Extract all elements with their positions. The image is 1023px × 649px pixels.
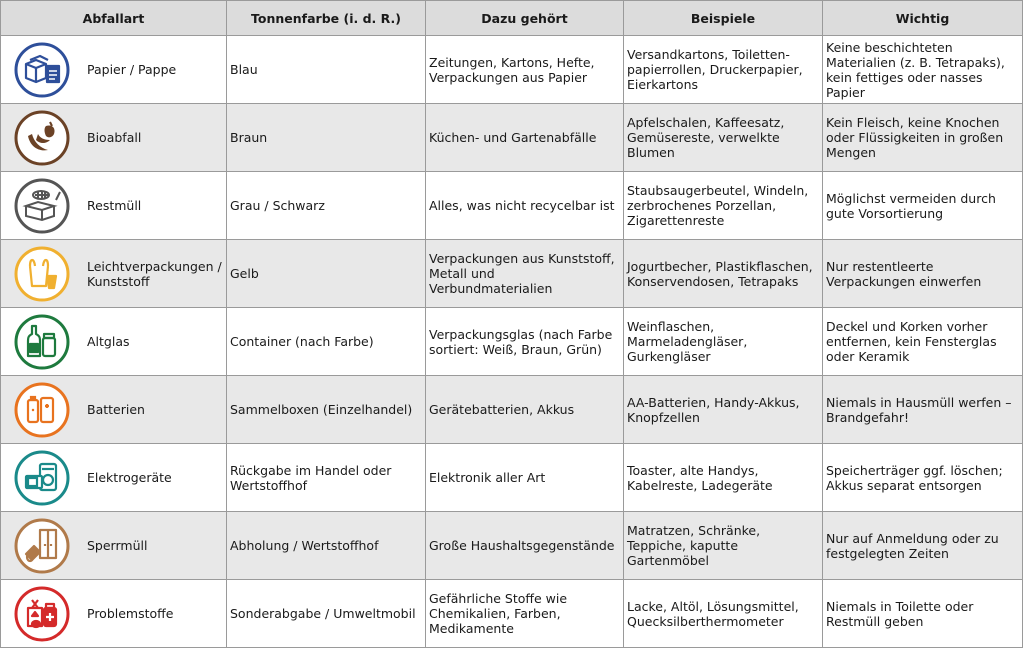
table-row xyxy=(1,444,1023,512)
cell-beispiele: Lacke, Altöl, Lösungsmittel, Quecksilberthermometer xyxy=(624,580,823,648)
cell-wichtig: Niemals in Hausmüll werfen – Brandgefahr! xyxy=(823,376,1023,444)
cell-beispiele: AA-Batterien, Handy-Akkus, Knopfzellen xyxy=(624,376,823,444)
cell-dazu-gehoert: Küchen- und Gartenabfälle xyxy=(426,104,624,172)
cell-dazu-gehoert: Elektronik aller Art xyxy=(426,444,624,512)
cell-tonnenfarbe: Abholung / Wertstoffhof xyxy=(227,512,426,580)
table-row xyxy=(1,172,1023,240)
cell-tonnenfarbe: Grau / Schwarz xyxy=(227,172,426,240)
cell-wichtig: Speicherträger ggf. löschen; Akkus separat entsorgen xyxy=(823,444,1023,512)
header-tonnenfarbe: Tonnenfarbe (i. d. R.) xyxy=(227,1,426,36)
cell-tonnenfarbe: Container (nach Farbe) xyxy=(227,308,426,376)
cell-abfallart xyxy=(1,172,227,240)
cell-beispiele: Apfelschalen, Kaffeesatz, Gemüsereste, verwelkte Blumen xyxy=(624,104,823,172)
cell-beispiele: Jogurtbecher, Plastikflaschen, Konservendosen, Tetrapaks xyxy=(624,240,823,308)
cell-tonnenfarbe: Rückgabe im Handel oder Wertstoffhof xyxy=(227,444,426,512)
cell-tonnenfarbe: Blau xyxy=(227,36,426,104)
cell-wichtig: Niemals in Toilette oder Restmüll geben xyxy=(823,580,1023,648)
cell-beispiele: Matratzen, Schränke, Teppiche, kaputte Gartenmöbel xyxy=(624,512,823,580)
abfallart-label: Sperrmüll xyxy=(87,538,148,553)
furniture-icon xyxy=(14,518,70,574)
hazardous-icon xyxy=(14,586,70,642)
cell-beispiele: Weinflaschen, Marmeladengläser, Gurkengläser xyxy=(624,308,823,376)
table-row xyxy=(1,240,1023,308)
table-row xyxy=(1,580,1023,648)
table-row xyxy=(1,512,1023,580)
cell-dazu-gehoert: Gerätebatterien, Akkus xyxy=(426,376,624,444)
cell-abfallart xyxy=(1,580,227,648)
table-row xyxy=(1,104,1023,172)
cell-abfallart xyxy=(1,512,227,580)
header-abfallart: Abfallart xyxy=(1,1,227,36)
plastic-bag-icon xyxy=(14,246,70,302)
cell-abfallart xyxy=(1,308,227,376)
cell-abfallart xyxy=(1,376,227,444)
cell-dazu-gehoert: Gefährliche Stoffe wie Chemikalien, Farben, Medikamente xyxy=(426,580,624,648)
paper-boxes-icon xyxy=(14,42,70,98)
header-beispiele: Beispiele xyxy=(624,1,823,36)
header-dazu-gehoert: Dazu gehört xyxy=(426,1,624,36)
banana-apple-icon xyxy=(14,110,70,166)
cell-wichtig: Nur auf Anmeldung oder zu festgelegten Zeiten xyxy=(823,512,1023,580)
cell-wichtig: Nur restentleerte Verpackungen einwerfen xyxy=(823,240,1023,308)
table-row xyxy=(1,308,1023,376)
cell-tonnenfarbe: Sonderabgabe / Umweltmobil xyxy=(227,580,426,648)
cell-beispiele: Versandkartons, Toiletten-papierrollen, Druckerpapier, Eierkartons xyxy=(624,36,823,104)
cell-abfallart xyxy=(1,104,227,172)
batteries-icon xyxy=(14,382,70,438)
abfallart-label: Elektrogeräte xyxy=(87,470,172,485)
abfallart-label: Papier / Pappe xyxy=(87,62,177,77)
header-wichtig: Wichtig xyxy=(823,1,1023,36)
abfallart-label: Altglas xyxy=(87,334,130,349)
table-row xyxy=(1,376,1023,444)
cell-beispiele: Toaster, alte Handys, Kabelreste, Ladegeräte xyxy=(624,444,823,512)
header-row xyxy=(1,1,1023,36)
fishbone-box-icon xyxy=(14,178,70,234)
cell-wichtig: Keine beschichteten Materialien (z. B. Tetrapaks), kein fettiges oder nasses Papier xyxy=(823,36,1023,104)
cell-dazu-gehoert: Große Haushaltsgegenstände xyxy=(426,512,624,580)
cell-dazu-gehoert: Alles, was nicht recycelbar ist xyxy=(426,172,624,240)
cell-wichtig: Kein Fleisch, keine Knochen oder Flüssigkeiten in großen Mengen xyxy=(823,104,1023,172)
cell-beispiele: Staubsaugerbeutel, Windeln, zerbrochenes Porzellan, Zigarettenreste xyxy=(624,172,823,240)
cell-tonnenfarbe: Gelb xyxy=(227,240,426,308)
abfallart-label: Bioabfall xyxy=(87,130,142,145)
appliances-icon xyxy=(14,450,70,506)
abfallart-label: Problemstoffe xyxy=(87,606,174,621)
cell-dazu-gehoert: Zeitungen, Kartons, Hefte, Verpackungen aus Papier xyxy=(426,36,624,104)
cell-dazu-gehoert: Verpackungsglas (nach Farbe sortiert: Weiß, Braun, Grün) xyxy=(426,308,624,376)
cell-tonnenfarbe: Sammelboxen (Einzelhandel) xyxy=(227,376,426,444)
cell-abfallart xyxy=(1,444,227,512)
cell-tonnenfarbe: Braun xyxy=(227,104,426,172)
abfallart-label: Leichtverpackungen / Kunststoff xyxy=(87,258,222,289)
cell-abfallart xyxy=(1,240,227,308)
cell-wichtig: Möglichst vermeiden durch gute Vorsortierung xyxy=(823,172,1023,240)
cell-dazu-gehoert: Verpackungen aus Kunststoff, Metall und Verbundmaterialien xyxy=(426,240,624,308)
cell-wichtig: Deckel und Korken vorher entfernen, kein Fensterglas oder Keramik xyxy=(823,308,1023,376)
glass-bottles-icon xyxy=(14,314,70,370)
abfallart-label: Restmüll xyxy=(87,198,142,213)
table-row xyxy=(1,36,1023,104)
abfallart-label: Batterien xyxy=(87,402,145,417)
cell-abfallart xyxy=(1,36,227,104)
